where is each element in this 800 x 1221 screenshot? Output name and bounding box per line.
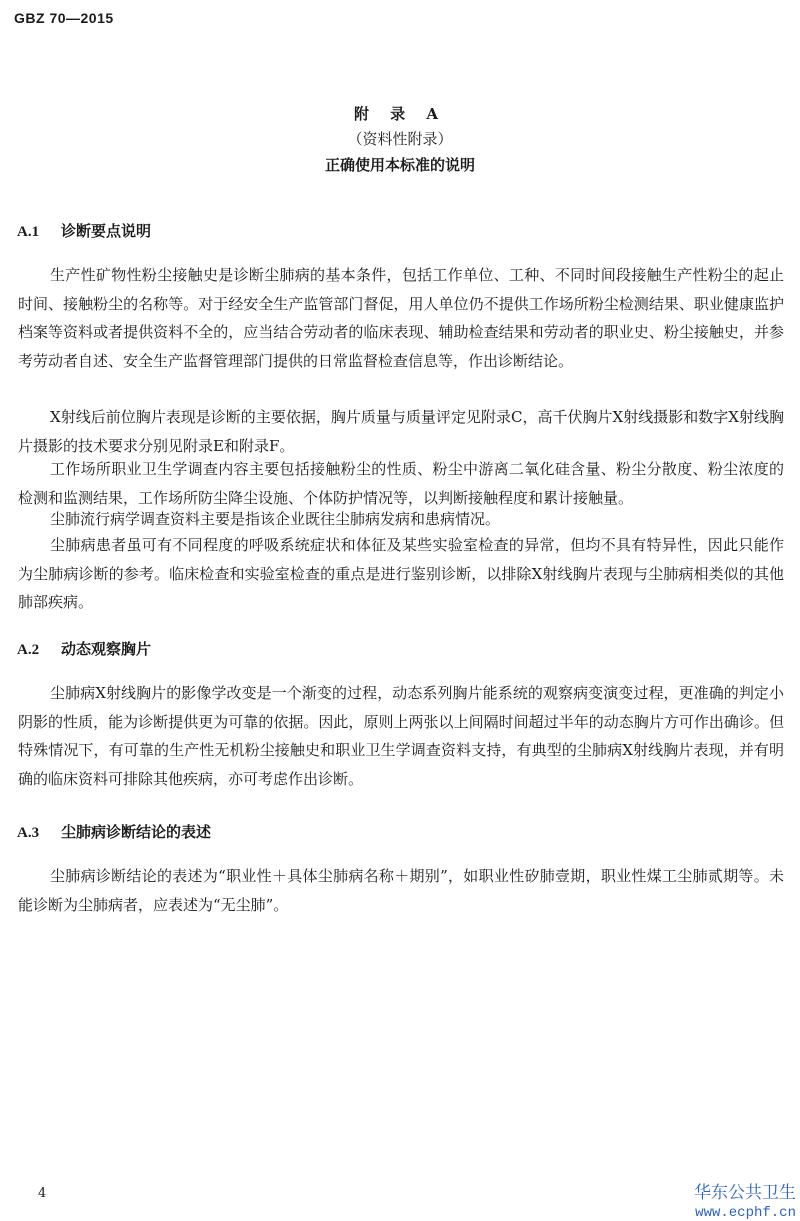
paragraph: 生产性矿物性粉尘接触史是诊断尘肺病的基本条件，包括工作单位、工种、不同时间段接触生产性粉尘的起止时间、接触粉尘的名称等。对于经安全生产监管部门督促，用人单位仍不提供工作场所粉尘检测结果、职业健康监护档案等资料或者提供资料不全的，应当结合劳动者的临床表现、辅助检查结果和劳动者的职业史、粉尘接触史，并参考劳动者自述、安全生产监督管理部门提供的日常监督检查信息等，作出诊断结论。 — [18, 266, 784, 370]
section-heading-a3 — [17, 821, 211, 842]
page-number: 4 — [38, 1186, 47, 1201]
paragraph: 尘肺病诊断结论的表述为“职业性＋具体尘肺病名称＋期别”，如职业性矽肺壹期，职业性煤工尘肺贰期等。未能诊断为尘肺病者，应表述为“无尘肺”。 — [18, 867, 784, 914]
paragraph: 尘肺流行病学调查资料主要是指该企业既往尘肺病发病和患病情况。 — [50, 510, 501, 528]
standard-code: GBZ 70—2015 — [14, 10, 114, 26]
section-number: A.2 — [17, 642, 40, 658]
section-number: A.1 — [17, 224, 40, 240]
section-title: 动态观察胸片 — [61, 640, 152, 658]
section-title: 尘肺病诊断结论的表述 — [61, 823, 212, 841]
annex-type: （资料性附录） — [347, 130, 453, 148]
section-heading-a1 — [17, 220, 151, 241]
watermark-url: www.ecphf.cn — [695, 1205, 796, 1221]
section-number: A.3 — [17, 825, 40, 841]
annex-title: 正确使用本标准的说明 — [324, 156, 475, 174]
watermark-name: 华东公共卫生 — [694, 1183, 796, 1203]
paragraph: 工作场所职业卫生学调查内容主要包括接触粉尘的性质、粉尘中游离二氧化硅含量、粉尘分散度、粉尘浓度的检测和监测结果，工作场所防尘降尘设施、个体防护情况等，以判断接触程度和累计接触量。 — [18, 460, 784, 507]
section-heading-a2 — [17, 638, 151, 659]
section-title: 诊断要点说明 — [61, 222, 152, 240]
paragraph: 尘肺病患者虽可有不同程度的呼吸系统症状和体征及某些实验室检查的异常，但均不具有特异性，因此只能作为尘肺病诊断的参考。临床检查和实验室检查的重点是进行鉴别诊断，以排除X射线胸片表现与尘肺病相类似的其他肺部疾病。 — [18, 536, 784, 611]
paragraph: 尘肺病X射线胸片的影像学改变是一个渐变的过程，动态系列胸片能系统的观察病变演变过程，更准确的判定小阴影的性质，能为诊断提供更为可靠的依据。因此，原则上两张以上间隔时间超过半年的动态胸片方可作出确诊。但特殊情况下，有可靠的生产性无机粉尘接触史和职业卫生学调查资料支持，有典型的尘肺病X射线胸片表现，并有明确的临床资料可排除其他疾病，亦可考虑作出诊断。 — [18, 684, 784, 788]
watermark — [694, 1178, 796, 1221]
paragraph: X射线后前位胸片表现是诊断的主要依据，胸片质量与质量评定见附录C，高千伏胸片X射线摄影和数字X射线胸片摄影的技术要求分别见附录E和附录F。 — [18, 408, 784, 455]
annex-label: 附 录 A — [353, 105, 447, 123]
